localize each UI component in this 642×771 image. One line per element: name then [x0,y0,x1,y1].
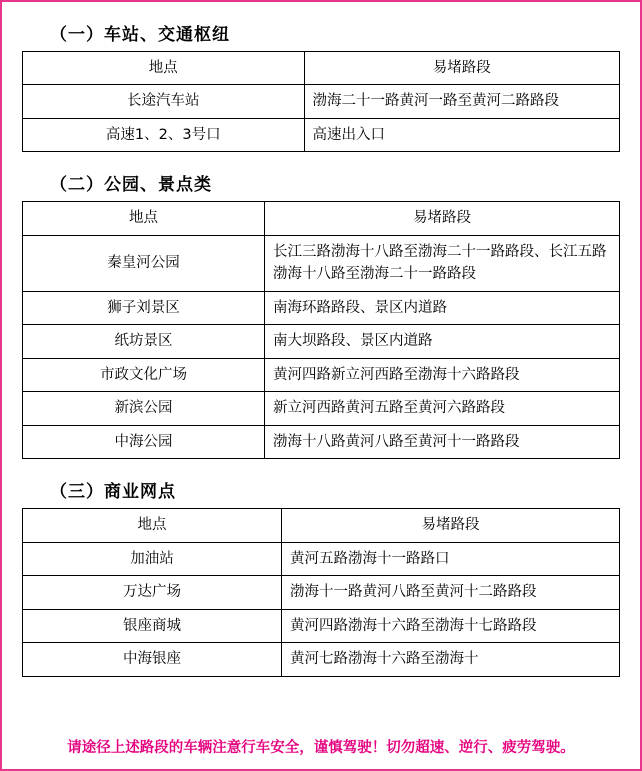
table-header-row [23,202,620,235]
section-title-3: （三）商业网点 [50,482,176,503]
table-row [23,291,620,324]
traffic-table-stations [22,51,620,152]
section-spacer [22,459,620,473]
cell-place: 秦皇河公园 [23,235,265,291]
traffic-table-commercial [22,508,620,676]
cell-place: 狮子刘景区 [23,291,265,324]
table-row [23,235,620,291]
section-title-2: （二）公园、景点类 [50,175,212,196]
cell-road: 黄河四路渤海十六路至渤海十七路路段 [281,609,619,642]
cell-road: 黄河七路渤海十六路至渤海十 [281,643,619,676]
column-header-place: 地点 [23,52,305,85]
cell-road: 渤海二十一路黄河一路至黄河二路路段 [304,85,619,118]
cell-road: 高速出入口 [304,118,619,151]
cell-place: 万达广场 [23,576,282,609]
cell-road: 新立河西路黄河五路至黄河六路路段 [265,392,620,425]
table-row [23,118,620,151]
cell-road: 渤海十一路黄河八路至黄河十二路路段 [281,576,619,609]
table-row [23,325,620,358]
section-spacer [22,152,620,166]
cell-road: 黄河五路渤海十一路路口 [281,542,619,575]
cell-road: 南海环路路段、景区内道路 [265,291,620,324]
table-header-row [23,509,620,542]
cell-road: 长江三路渤海十八路至渤海二十一路路段、长江五路渤海十八路至渤海二十一路路段 [265,235,620,291]
table-row [23,576,620,609]
cell-place: 银座商城 [23,609,282,642]
table-row [23,425,620,458]
cell-road: 渤海十八路黄河八路至黄河十一路路段 [265,425,620,458]
cell-place: 市政文化广场 [23,358,265,391]
traffic-table-parks [22,201,620,459]
cell-place: 新滨公园 [23,392,265,425]
section-title-1: （一）车站、交通枢纽 [50,25,230,45]
table-row [23,542,620,575]
cell-place: 长途汽车站 [23,85,305,118]
cell-place: 纸坊景区 [23,325,265,358]
table-row [23,609,620,642]
column-header-road: 易堵路段 [265,202,620,235]
table-row [23,85,620,118]
cell-place: 中海公园 [23,425,265,458]
column-header-road: 易堵路段 [281,509,619,542]
column-header-place: 地点 [23,202,265,235]
cell-place: 高速1、2、3号口 [23,118,305,151]
table-row [23,358,620,391]
table-header-row [23,52,620,85]
table-row [23,643,620,676]
cell-place: 加油站 [23,542,282,575]
table-row [23,392,620,425]
column-header-road: 易堵路段 [304,52,619,85]
cell-place: 中海银座 [23,643,282,676]
cell-road: 黄河四路新立河西路至渤海十六路路段 [265,358,620,391]
cell-road: 南大坝路段、景区内道路 [265,325,620,358]
safety-notice: 请途径上述路段的车辆注意行车安全，谨慎驾驶！切勿超速、逆行、疲劳驾驶。 [67,740,575,756]
column-header-place: 地点 [23,509,282,542]
